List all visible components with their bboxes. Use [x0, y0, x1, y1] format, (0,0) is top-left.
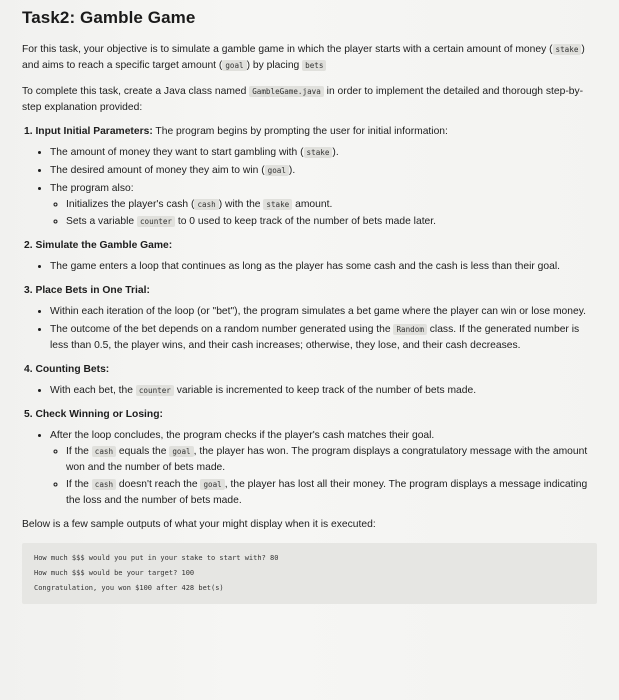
- section-1-sublist: [50, 197, 597, 230]
- section-3-list: [26, 304, 597, 354]
- section-5-heading: 5. Check Winning or Losing:: [24, 409, 163, 420]
- section-2-list: [26, 259, 597, 275]
- intro-paragraph-1: For this task, your objective is to simulate a gamble game in which the player starts with a certain amount of money ( stake ) and aims to reach a specific target amount ( goal ) by placing bets: [22, 44, 585, 71]
- code-goal: goal: [222, 60, 246, 71]
- list-item: • The outcome of the bet depends on a random number generated using the Random class. If the generated number is less than 0.5, the player wins, and their cash increases; otherwise, they lose, and their cash decreases.: [50, 322, 597, 354]
- list-item: ◦ If the cash doesn't reach the goal , the player has lost all their money. The program displays a message indicating the loss and the number of bets made.: [66, 477, 597, 509]
- section-1-list: [26, 145, 597, 230]
- section-5-sublist: [50, 444, 597, 509]
- sample-intro: Below is a few sample outputs of what your might display when it is executed:: [22, 519, 376, 530]
- list-item: • Within each iteration of the loop (or "bet"), the program simulates a bet game where the player can win or lose money.: [50, 304, 597, 320]
- section-5-list: [26, 428, 597, 509]
- list-item: • After the loop concludes, the program checks if the player's cash matches their goal. ◦ If the cash equals the goal , the player has won. The program displays a congratulatory message with the amount won and the number of bets made. ◦ If the cash doesn't reach the goal , the player has lost all their money. The program displays a message indicating the loss and the number of bets made.: [50, 428, 597, 509]
- code-stake: stake: [553, 44, 582, 55]
- section-3-heading: 3. Place Bets in One Trial:: [24, 285, 150, 296]
- output-line: How much $$$ would you put in your stake to start with? 80: [34, 554, 279, 562]
- output-line: How much $$$ would be your target? 100: [34, 569, 195, 577]
- section-2-heading: 2. Simulate the Gamble Game:: [24, 240, 173, 251]
- list-item: ◦ If the cash equals the goal , the player has won. The program displays a congratulatory message with the amount won and the number of bets made.: [66, 444, 597, 476]
- section-1-heading: 1. Input Initial Parameters: The program begins by prompting the user for initial information:: [24, 126, 448, 137]
- output-line: Congratulation, you won $100 after 428 bet(s): [34, 584, 224, 592]
- list-item: • The game enters a loop that continues as long as the player has some cash and the cash is less than their goal.: [50, 259, 597, 275]
- page-title: Task2: Gamble Game: [22, 8, 196, 27]
- list-item: • The desired amount of money they aim to win ( goal ).: [50, 163, 597, 179]
- list-item: • With each bet, the counter variable is incremented to keep track of the number of bets made.: [50, 383, 597, 399]
- code-class-name: GambleGame.java: [249, 86, 324, 97]
- section-4-list: [26, 383, 597, 399]
- list-item: ◦ Initializes the player's cash ( cash ) with the stake amount.: [66, 197, 597, 213]
- list-item: ◦ Sets a variable counter to 0 used to keep track of the number of bets made later.: [66, 214, 597, 230]
- section-4-heading: 4. Counting Bets:: [24, 364, 110, 375]
- sample-output-block: [22, 543, 597, 604]
- list-item: • The program also: ◦ Initializes the player's cash ( cash ) with the stake amount. ◦ Sets a variable counter to 0 used to keep track of the number of bets made later.: [50, 181, 597, 230]
- list-item: • The amount of money they want to start gambling with ( stake ).: [50, 145, 597, 161]
- code-bets: bets: [302, 60, 326, 71]
- intro-paragraph-2: To complete this task, create a Java class named GambleGame.java in order to implement the detailed and thorough step-by-step explanation provided:: [22, 86, 584, 113]
